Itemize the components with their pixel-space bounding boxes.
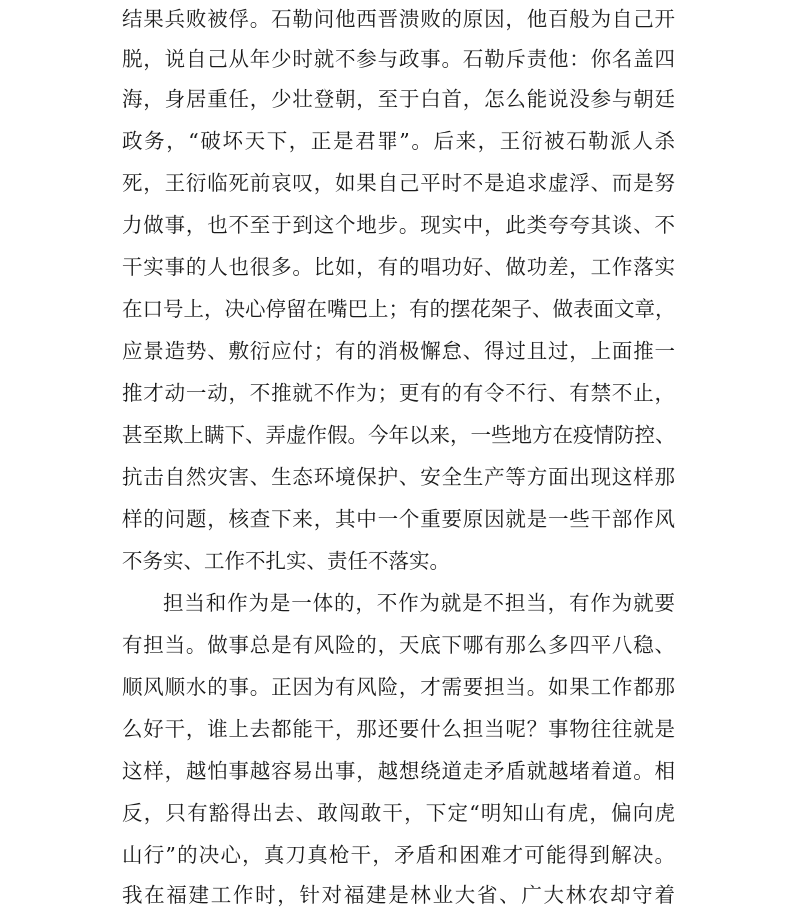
- text-line: 推才动一动，不推就不作为；更有的有令不行、有禁不止，: [122, 381, 675, 405]
- text-line: 这样，越怕事越容易出事，越想绕道走矛盾就越堵着道。相: [122, 759, 675, 783]
- text-line: 在口号上，决心停留在嘴巴上；有的摆花架子、做表面文章，: [122, 297, 676, 321]
- text-line: 抗击自然灾害、生态环境保护、安全生产等方面出现这样那: [122, 465, 675, 489]
- text-line: 样的问题，核查下来，其中一个重要原因就是一些干部作风: [122, 507, 675, 531]
- text-line: 结果兵败被俘。石勒问他西晋溃败的原因，他百般为自己开: [122, 7, 675, 31]
- text-line: 干实事的人也很多。比如，有的唱功好、做功差，工作落实: [122, 255, 675, 279]
- text-line: 力做事，也不至于到这个地步。现实中，此类夸夸其谈、不: [122, 213, 675, 237]
- text-line: 政务，“破坏天下，正是君罪”。后来，王衍被石勒派人杀: [122, 129, 675, 153]
- text-line: 山行”的决心，真刀真枪干，矛盾和困难才可能得到解决。: [122, 843, 675, 867]
- text-line: 甚至欺上瞒下、弄虚作假。今年以来，一些地方在疫情防控、: [122, 423, 676, 447]
- text-line: 反，只有豁得出去、敢闯敢干，下定“明知山有虎，偏向虎: [122, 801, 675, 825]
- text-line: 我在福建工作时，针对福建是林业大省、广大林农却守着: [122, 883, 675, 907]
- text-line: 顺风顺水的事。正因为有风险，才需要担当。如果工作都那: [122, 675, 675, 699]
- text-line: 脱，说自己从年少时就不参与政事。石勒斥责他：你名盖四: [122, 47, 675, 71]
- text-line: 么好干，谁上去都能干，那还要什么担当呢？事物往往就是: [122, 717, 675, 741]
- text-line: 应景造势、敷衍应付；有的消极懈怠、得过且过，上面推一: [122, 339, 675, 363]
- text-line: 担当和作为是一体的，不作为就是不担当，有作为就要: [163, 591, 675, 615]
- text-line: 有担当。做事总是有风险的，天底下哪有那么多四平八稳、: [122, 633, 675, 657]
- text-line: 海，身居重任，少壮登朝，至于白首，怎么能说没参与朝廷: [122, 87, 675, 111]
- text-line: 不务实、工作不扎实、责任不落实。: [122, 549, 450, 573]
- text-line: 死，王衍临死前哀叹，如果自己平时不是追求虚浮、而是努: [122, 171, 675, 195]
